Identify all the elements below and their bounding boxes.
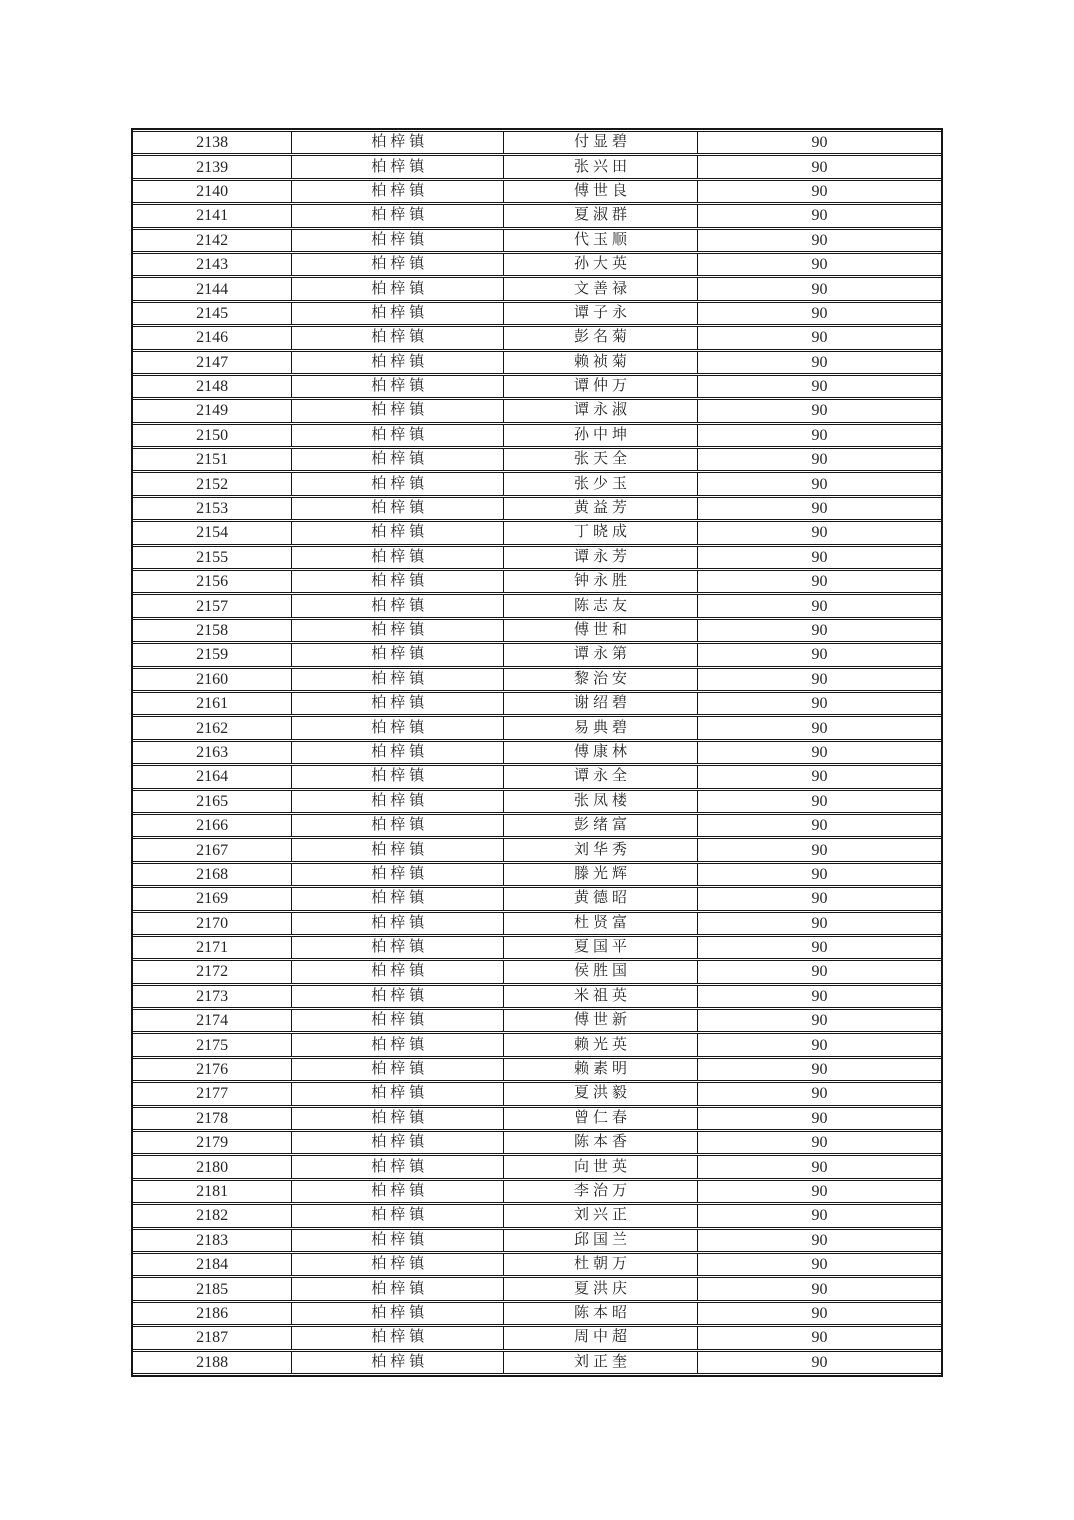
person-name-cell: 张兴田 (503, 155, 697, 178)
score-cell: 90 (697, 131, 941, 154)
score-cell: 90 (697, 472, 941, 495)
table-row (133, 1107, 941, 1130)
score-cell: 90 (697, 716, 941, 739)
person-name-cell: 付显碧 (503, 131, 697, 154)
score-cell: 90 (697, 302, 941, 325)
table-row (133, 1058, 941, 1081)
person-name-cell: 谭子永 (503, 302, 697, 325)
table-row (133, 643, 941, 666)
score-cell: 90 (697, 497, 941, 520)
person-name-cell: 文善禄 (503, 277, 697, 300)
score-cell: 90 (697, 790, 941, 813)
town-cell: 柏梓镇 (291, 1277, 503, 1300)
serial-number-cell: 2184 (133, 1253, 291, 1276)
person-name-cell: 夏洪毅 (503, 1082, 697, 1105)
person-name-cell: 傅世良 (503, 180, 697, 203)
serial-number-cell: 2162 (133, 716, 291, 739)
score-cell: 90 (697, 546, 941, 569)
person-name-cell: 谭永第 (503, 643, 697, 666)
table-row (133, 985, 941, 1008)
town-cell: 柏梓镇 (291, 692, 503, 715)
town-cell: 柏梓镇 (291, 399, 503, 422)
table-row (133, 155, 941, 178)
serial-number-cell: 2186 (133, 1302, 291, 1325)
town-cell: 柏梓镇 (291, 1180, 503, 1203)
serial-number-cell: 2178 (133, 1107, 291, 1130)
person-name-cell: 傅康林 (503, 741, 697, 764)
person-name-cell: 陈志友 (503, 594, 697, 617)
score-cell: 90 (697, 985, 941, 1008)
table-row (133, 741, 941, 764)
town-cell: 柏梓镇 (291, 1033, 503, 1056)
serial-number-cell: 2170 (133, 912, 291, 935)
person-name-cell: 赖素明 (503, 1058, 697, 1081)
table-row (133, 1009, 941, 1032)
table-row (133, 1302, 941, 1325)
serial-number-cell: 2182 (133, 1204, 291, 1227)
town-cell: 柏梓镇 (291, 1131, 503, 1154)
serial-number-cell: 2169 (133, 887, 291, 910)
score-cell: 90 (697, 619, 941, 642)
town-cell: 柏梓镇 (291, 960, 503, 983)
serial-number-cell: 2141 (133, 204, 291, 227)
serial-number-cell: 2180 (133, 1155, 291, 1178)
person-name-cell: 夏国平 (503, 936, 697, 959)
serial-number-cell: 2153 (133, 497, 291, 520)
serial-number-cell: 2156 (133, 570, 291, 593)
town-cell: 柏梓镇 (291, 1155, 503, 1178)
town-cell: 柏梓镇 (291, 497, 503, 520)
town-cell: 柏梓镇 (291, 277, 503, 300)
score-cell: 90 (697, 1326, 941, 1349)
person-name-cell: 彭名菊 (503, 326, 697, 349)
person-name-cell: 谭永芳 (503, 546, 697, 569)
score-cell: 90 (697, 1155, 941, 1178)
table-row (133, 399, 941, 422)
serial-number-cell: 2181 (133, 1180, 291, 1203)
score-cell: 90 (697, 1082, 941, 1105)
town-cell: 柏梓镇 (291, 741, 503, 764)
person-name-cell: 谭仲万 (503, 375, 697, 398)
person-name-cell: 孙中坤 (503, 424, 697, 447)
serial-number-cell: 2175 (133, 1033, 291, 1056)
score-cell: 90 (697, 765, 941, 788)
serial-number-cell: 2176 (133, 1058, 291, 1081)
score-cell: 90 (697, 1351, 941, 1374)
person-name-cell: 钟永胜 (503, 570, 697, 593)
score-cell: 90 (697, 863, 941, 886)
town-cell: 柏梓镇 (291, 668, 503, 691)
table-row (133, 960, 941, 983)
score-cell: 90 (697, 960, 941, 983)
town-cell: 柏梓镇 (291, 521, 503, 544)
table-row (133, 570, 941, 593)
table-row (133, 1277, 941, 1300)
score-cell: 90 (697, 936, 941, 959)
serial-number-cell: 2143 (133, 253, 291, 276)
person-name-cell: 易典碧 (503, 716, 697, 739)
serial-number-cell: 2167 (133, 838, 291, 861)
person-name-cell: 米祖英 (503, 985, 697, 1008)
table-row (133, 326, 941, 349)
table-row (133, 472, 941, 495)
serial-number-cell: 2154 (133, 521, 291, 544)
table-row (133, 1131, 941, 1154)
person-name-cell: 夏洪庆 (503, 1277, 697, 1300)
score-cell: 90 (697, 1277, 941, 1300)
serial-number-cell: 2147 (133, 351, 291, 374)
serial-number-cell: 2179 (133, 1131, 291, 1154)
serial-number-cell: 2161 (133, 692, 291, 715)
score-cell: 90 (697, 1180, 941, 1203)
town-cell: 柏梓镇 (291, 1302, 503, 1325)
table-row (133, 887, 941, 910)
person-name-cell: 谭永全 (503, 765, 697, 788)
score-cell: 90 (697, 1302, 941, 1325)
town-cell: 柏梓镇 (291, 253, 503, 276)
serial-number-cell: 2159 (133, 643, 291, 666)
town-cell: 柏梓镇 (291, 204, 503, 227)
score-cell: 90 (697, 277, 941, 300)
table-row (133, 790, 941, 813)
table-row (133, 448, 941, 471)
table-row (133, 692, 941, 715)
town-cell: 柏梓镇 (291, 619, 503, 642)
score-cell: 90 (697, 351, 941, 374)
person-name-cell: 张天全 (503, 448, 697, 471)
serial-number-cell: 2171 (133, 936, 291, 959)
score-cell: 90 (697, 521, 941, 544)
serial-number-cell: 2146 (133, 326, 291, 349)
score-cell: 90 (697, 594, 941, 617)
table-row (133, 1033, 941, 1056)
town-cell: 柏梓镇 (291, 1351, 503, 1374)
person-name-cell: 杜朝万 (503, 1253, 697, 1276)
score-cell: 90 (697, 814, 941, 837)
person-name-cell: 彭绪富 (503, 814, 697, 837)
table-row (133, 1326, 941, 1349)
person-name-cell: 谭永淑 (503, 399, 697, 422)
score-cell: 90 (697, 253, 941, 276)
score-cell: 90 (697, 326, 941, 349)
town-cell: 柏梓镇 (291, 765, 503, 788)
serial-number-cell: 2151 (133, 448, 291, 471)
serial-number-cell: 2165 (133, 790, 291, 813)
person-name-cell: 夏淑群 (503, 204, 697, 227)
person-name-cell: 杜贤富 (503, 912, 697, 935)
score-cell: 90 (697, 180, 941, 203)
table-row (133, 1204, 941, 1227)
person-name-cell: 黄益芳 (503, 497, 697, 520)
score-cell: 90 (697, 668, 941, 691)
person-name-cell: 张少玉 (503, 472, 697, 495)
serial-number-cell: 2163 (133, 741, 291, 764)
person-name-cell: 代玉顺 (503, 229, 697, 252)
table-row (133, 424, 941, 447)
table-row (133, 180, 941, 203)
person-name-cell: 侯胜国 (503, 960, 697, 983)
person-name-cell: 刘华秀 (503, 838, 697, 861)
person-name-cell: 傅世和 (503, 619, 697, 642)
serial-number-cell: 2185 (133, 1277, 291, 1300)
serial-number-cell: 2187 (133, 1326, 291, 1349)
person-name-cell: 邱国兰 (503, 1229, 697, 1252)
town-cell: 柏梓镇 (291, 131, 503, 154)
table-row (133, 302, 941, 325)
town-cell: 柏梓镇 (291, 375, 503, 398)
table-row (133, 1229, 941, 1252)
town-cell: 柏梓镇 (291, 985, 503, 1008)
person-name-cell: 张凤楼 (503, 790, 697, 813)
serial-number-cell: 2188 (133, 1351, 291, 1374)
town-cell: 柏梓镇 (291, 863, 503, 886)
town-cell: 柏梓镇 (291, 472, 503, 495)
person-name-cell: 陈本香 (503, 1131, 697, 1154)
table-row (133, 521, 941, 544)
score-cell: 90 (697, 570, 941, 593)
score-cell: 90 (697, 448, 941, 471)
table-row (133, 716, 941, 739)
person-name-cell: 黎治安 (503, 668, 697, 691)
table-row (133, 594, 941, 617)
serial-number-cell: 2183 (133, 1229, 291, 1252)
table-row (133, 229, 941, 252)
serial-number-cell: 2158 (133, 619, 291, 642)
serial-number-cell: 2150 (133, 424, 291, 447)
serial-number-cell: 2149 (133, 399, 291, 422)
table-row (133, 277, 941, 300)
serial-number-cell: 2174 (133, 1009, 291, 1032)
person-name-cell: 刘正奎 (503, 1351, 697, 1374)
town-cell: 柏梓镇 (291, 351, 503, 374)
table-row (133, 765, 941, 788)
person-name-cell: 孙大英 (503, 253, 697, 276)
table-row (133, 253, 941, 276)
town-cell: 柏梓镇 (291, 155, 503, 178)
score-cell: 90 (697, 643, 941, 666)
town-cell: 柏梓镇 (291, 1204, 503, 1227)
score-cell: 90 (697, 399, 941, 422)
table-row (133, 131, 941, 154)
score-cell: 90 (697, 1253, 941, 1276)
town-cell: 柏梓镇 (291, 229, 503, 252)
score-cell: 90 (697, 204, 941, 227)
table-row (133, 1253, 941, 1276)
town-cell: 柏梓镇 (291, 424, 503, 447)
score-cell: 90 (697, 1204, 941, 1227)
serial-number-cell: 2173 (133, 985, 291, 1008)
town-cell: 柏梓镇 (291, 1229, 503, 1252)
score-cell: 90 (697, 1033, 941, 1056)
score-cell: 90 (697, 838, 941, 861)
town-cell: 柏梓镇 (291, 546, 503, 569)
town-cell: 柏梓镇 (291, 887, 503, 910)
town-cell: 柏梓镇 (291, 180, 503, 203)
table-row (133, 497, 941, 520)
score-cell: 90 (697, 1009, 941, 1032)
person-name-cell: 黄德昭 (503, 887, 697, 910)
score-cell: 90 (697, 1058, 941, 1081)
person-name-cell: 刘兴正 (503, 1204, 697, 1227)
town-cell: 柏梓镇 (291, 838, 503, 861)
person-name-cell: 傅世新 (503, 1009, 697, 1032)
town-cell: 柏梓镇 (291, 1107, 503, 1130)
town-cell: 柏梓镇 (291, 326, 503, 349)
serial-number-cell: 2140 (133, 180, 291, 203)
person-name-cell: 赖光英 (503, 1033, 697, 1056)
table-row (133, 912, 941, 935)
table-row (133, 204, 941, 227)
score-cell: 90 (697, 692, 941, 715)
serial-number-cell: 2157 (133, 594, 291, 617)
score-cell: 90 (697, 1107, 941, 1130)
town-cell: 柏梓镇 (291, 1009, 503, 1032)
town-cell: 柏梓镇 (291, 716, 503, 739)
town-cell: 柏梓镇 (291, 448, 503, 471)
town-cell: 柏梓镇 (291, 1326, 503, 1349)
person-name-cell: 周中超 (503, 1326, 697, 1349)
serial-number-cell: 2145 (133, 302, 291, 325)
table-row (133, 863, 941, 886)
serial-number-cell: 2172 (133, 960, 291, 983)
town-cell: 柏梓镇 (291, 912, 503, 935)
town-cell: 柏梓镇 (291, 570, 503, 593)
records-table-body (133, 131, 941, 1374)
serial-number-cell: 2155 (133, 546, 291, 569)
table-row (133, 814, 941, 837)
table-row (133, 936, 941, 959)
serial-number-cell: 2144 (133, 277, 291, 300)
table-row (133, 1082, 941, 1105)
serial-number-cell: 2168 (133, 863, 291, 886)
town-cell: 柏梓镇 (291, 790, 503, 813)
table-row (133, 838, 941, 861)
score-cell: 90 (697, 1131, 941, 1154)
serial-number-cell: 2166 (133, 814, 291, 837)
score-cell: 90 (697, 741, 941, 764)
score-cell: 90 (697, 375, 941, 398)
table-row (133, 668, 941, 691)
serial-number-cell: 2142 (133, 229, 291, 252)
town-cell: 柏梓镇 (291, 1253, 503, 1276)
score-cell: 90 (697, 887, 941, 910)
person-name-cell: 陈本昭 (503, 1302, 697, 1325)
serial-number-cell: 2148 (133, 375, 291, 398)
town-cell: 柏梓镇 (291, 814, 503, 837)
table-row (133, 375, 941, 398)
town-cell: 柏梓镇 (291, 643, 503, 666)
person-name-cell: 赖祯菊 (503, 351, 697, 374)
town-cell: 柏梓镇 (291, 594, 503, 617)
score-cell: 90 (697, 424, 941, 447)
table-row (133, 351, 941, 374)
person-name-cell: 谢绍碧 (503, 692, 697, 715)
town-cell: 柏梓镇 (291, 1082, 503, 1105)
person-name-cell: 滕光辉 (503, 863, 697, 886)
town-cell: 柏梓镇 (291, 1058, 503, 1081)
person-name-cell: 曾仁春 (503, 1107, 697, 1130)
table-row (133, 1351, 941, 1374)
serial-number-cell: 2139 (133, 155, 291, 178)
score-cell: 90 (697, 229, 941, 252)
person-name-cell: 丁晓成 (503, 521, 697, 544)
table-row (133, 619, 941, 642)
person-name-cell: 李治万 (503, 1180, 697, 1203)
town-cell: 柏梓镇 (291, 302, 503, 325)
table-row (133, 1180, 941, 1203)
person-name-cell: 向世英 (503, 1155, 697, 1178)
serial-number-cell: 2152 (133, 472, 291, 495)
records-table (131, 128, 943, 1377)
serial-number-cell: 2160 (133, 668, 291, 691)
score-cell: 90 (697, 1229, 941, 1252)
table-row (133, 546, 941, 569)
table-row (133, 1155, 941, 1178)
serial-number-cell: 2138 (133, 131, 291, 154)
score-cell: 90 (697, 912, 941, 935)
serial-number-cell: 2164 (133, 765, 291, 788)
town-cell: 柏梓镇 (291, 936, 503, 959)
serial-number-cell: 2177 (133, 1082, 291, 1105)
score-cell: 90 (697, 155, 941, 178)
